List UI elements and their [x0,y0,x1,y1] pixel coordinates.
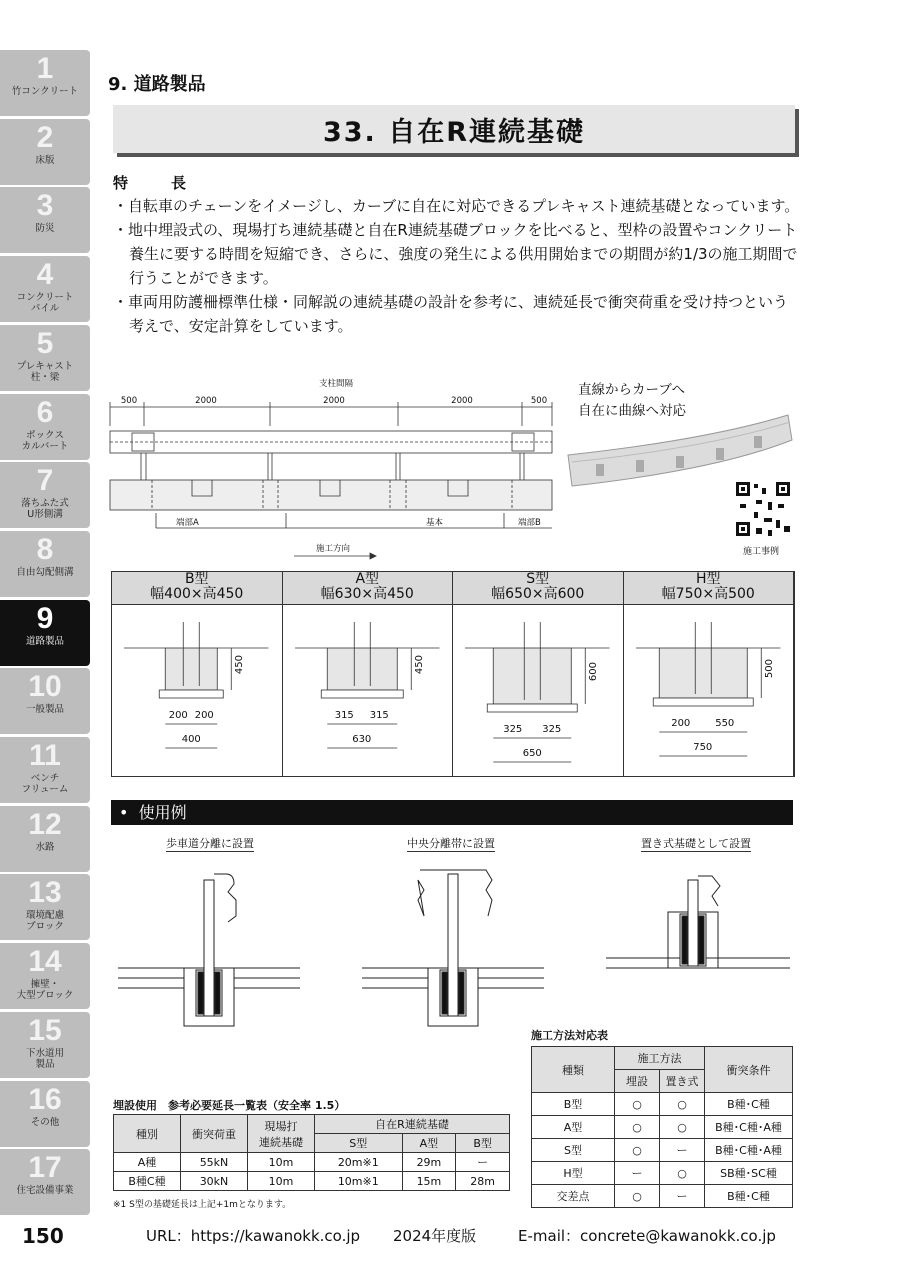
usage-label: 中央分離帯に設置 [407,837,495,850]
type-dims [493,724,571,735]
footer-edition: 2024年度版 [393,1227,477,1245]
table-cell: 28m [456,1172,510,1191]
table-cell: A種 [114,1153,181,1172]
table-cell: ○ [660,1093,705,1116]
type-size: 幅750×高500 [661,586,755,602]
sidebar-tab-3[interactable] [0,187,90,253]
type-name: B型 [184,571,209,587]
type-dims [165,710,217,721]
table-row [532,1139,793,1162]
type-name: S型 [526,571,550,587]
tab-label: ベンチ フリューム [21,773,69,795]
type-height: 450 [234,655,246,675]
table1-subheader: S型 [315,1134,403,1153]
table-cell: ○ [615,1116,660,1139]
qr-code [734,480,792,538]
type-header [453,572,624,605]
dim-label: 2000 [323,396,345,406]
type-header [624,572,795,605]
tab-label: コンクリート パイル [16,292,74,315]
table-cell: A型 [532,1116,615,1139]
sidebar-tab-16[interactable] [0,1081,90,1147]
type-total-width: 400 [181,734,201,745]
basic-label: 基本 [426,518,444,528]
type-total-width: 630 [352,734,372,745]
table-cell: B種･C種 [705,1185,793,1208]
direction-label: 施工方向 [316,544,351,554]
tab-number: 14 [28,945,62,979]
type-name: H型 [695,571,721,587]
table1-subheader: B型 [456,1134,510,1153]
table-cell: 20m※1 [315,1153,403,1172]
qr-caption: 施工事例 [743,547,780,557]
dim-label: 2000 [195,396,217,406]
table-cell: 10m [248,1153,315,1172]
usage-heading: 使用例 [138,803,187,822]
tab-label: 自由勾配側溝 [16,566,74,578]
table-row [114,1172,510,1191]
table-cell: ー [615,1162,660,1185]
type-dim: 200 [168,710,188,721]
usage-drawings [118,860,798,1030]
tab-number: 5 [36,326,54,360]
tab-label: 竹コンクリート [11,86,79,97]
tab-number: 7 [36,464,54,498]
type-header [283,572,454,605]
table-row [532,1162,793,1185]
tab-label: 道路製品 [25,635,64,647]
construction-method-table [531,1046,793,1208]
sidebar-tab-8[interactable] [0,531,90,597]
type-dims [659,718,747,729]
features-heading: 特 長 [113,174,201,192]
photo-caption-line: 直線からカーブへ [578,382,686,398]
table-cell: 30kN [181,1172,248,1191]
sidebar-tab-6[interactable] [0,394,90,460]
sidebar-tab-10[interactable] [0,668,90,734]
plan-drawing [108,376,568,562]
feature-item: ・ 地中埋設式の、現場打ち連続基礎と自在R連続基礎ブロックを比べると、型枠の設置やコンクリート養生に要する時間を短縮でき、さらに、強度の発生による供用開始までの期間が約1/3の施工期間で行うことができます。 [113,218,801,290]
tab-number: 6 [36,395,54,429]
tab-number: 17 [28,1151,62,1185]
required-length-table [113,1114,510,1191]
type-section-drawing [283,604,454,776]
type-dim: 550 [715,718,735,729]
sidebar-tab-13[interactable] [0,874,90,940]
sidebar-tab-15[interactable] [0,1012,90,1078]
tab-number: 3 [36,189,54,223]
feature-item: ・ 車両用防護柵標準仕様・同解説の連続基礎の設計を参考に、連続延長で衝突荷重を受け持つという考えで、安定計算をしています。 [113,290,801,338]
tab-label: 一般製品 [25,704,64,716]
page-number: 150 [22,1224,64,1248]
table-cell: 55kN [181,1153,248,1172]
usage-label: 歩車道分離に設置 [166,837,254,850]
table-cell: ○ [615,1139,660,1162]
table2-header: 施工方法 [615,1047,705,1070]
table-cell: SB種･SC種 [705,1162,793,1185]
sidebar-tab-11[interactable] [0,737,90,803]
table1-header: 自在R連続基礎 [315,1115,510,1134]
table-cell: ○ [660,1162,705,1185]
page-title: 33. 自在R連続基礎 [113,105,795,153]
tab-number: 16 [28,1082,62,1116]
table-row [114,1153,510,1172]
tab-number: 15 [28,1013,62,1047]
tab-label: その他 [30,1116,60,1128]
type-height: 500 [763,659,775,679]
type-height: 600 [588,662,600,682]
type-dim: 315 [369,710,389,721]
photo-caption-line: 自在に曲線へ対応 [578,403,686,419]
dim-label: 2000 [451,396,473,406]
usage-heading-bar: • 使用例 [111,800,793,825]
table-cell: 10m※1 [315,1172,403,1191]
type-section-drawing [624,604,795,776]
table1-header: 種別 [114,1115,181,1153]
type-total-width: 650 [522,748,542,759]
sidebar-tab-17[interactable] [0,1149,90,1215]
type-dims [327,710,397,721]
types-panel [111,571,795,777]
type-dim: 200 [194,710,214,721]
type-dim: 325 [542,724,562,735]
sidebar-tab-9[interactable] [0,600,90,666]
tab-number: 2 [36,120,54,154]
table-cell: B種･C種 [705,1093,793,1116]
table-cell: B種C種 [114,1172,181,1191]
tab-number: 11 [29,739,61,772]
tab-label: ボックス カルバート [21,429,69,452]
sidebar-tab-12[interactable] [0,806,90,872]
table-cell: B種･C種･A種 [705,1116,793,1139]
tab-label: 床版 [35,154,55,166]
table2-title: 施工方法対応表 [531,1029,608,1042]
type-dim: 315 [334,710,354,721]
sidebar-tab-7[interactable] [0,462,90,528]
dim-label: 500 [530,396,548,406]
type-dim: 325 [503,724,523,735]
sidebar-tab-5[interactable] [0,325,90,391]
features-list [113,194,801,338]
sidebar-tab-4[interactable] [0,256,90,322]
end-b-label: 端部B [518,518,541,528]
type-size: 幅650×高600 [491,586,585,602]
table-cell: 10m [248,1172,315,1191]
table-cell: ○ [660,1116,705,1139]
end-a-label: 端部A [176,518,199,528]
footer-email[interactable]: E-mail：concrete@kawanokk.co.jp [518,1227,776,1245]
type-header [112,572,283,605]
type-name: A型 [355,571,380,587]
type-dim: 200 [671,718,691,729]
tab-label: プレキャスト 柱・梁 [16,360,74,383]
sidebar-tab-14[interactable] [0,943,90,1009]
table1-note: ※1 S型の基礎延長は上記+1mとなります。 [113,1200,292,1210]
table-cell: 15m [402,1172,456,1191]
table-cell: 29m [402,1153,456,1172]
tab-number: 13 [28,876,62,910]
table-row [532,1093,793,1116]
curve-photo [566,400,796,490]
table-cell: B種･C種･A種 [705,1139,793,1162]
table-row [532,1185,793,1208]
type-section-drawing [112,604,283,776]
section-title: 9. 道路製品 [108,74,206,95]
table1-title: 埋設使用 参考必要延長一覧表（安全率 1.5） [113,1099,346,1112]
tab-number: 10 [28,670,62,704]
tab-number: 12 [28,807,62,841]
table-cell: ○ [615,1185,660,1208]
feature-item: ・ 自転車のチェーンをイメージし、カーブに自在に対応できるプレキャスト連続基礎となっています。 [113,194,801,218]
table-cell: ー [660,1139,705,1162]
span-label: 支柱間隔 [318,379,354,389]
table-cell: B型 [532,1093,615,1116]
dim-label: 500 [120,396,138,406]
table-row [532,1116,793,1139]
tab-label: 下水道用 製品 [25,1047,64,1070]
table2-subheader: 置き式 [660,1070,705,1093]
tab-label: 落ちふた式 U形側溝 [21,498,69,521]
table2-header: 衝突条件 [705,1047,793,1093]
table1-subheader: A型 [402,1134,456,1153]
table-cell: 交差点 [532,1185,615,1208]
tab-label: 水路 [35,841,55,853]
table2-subheader: 埋設 [615,1070,660,1093]
table-cell: H型 [532,1162,615,1185]
tab-number: 8 [36,532,54,566]
tab-number: 9 [36,601,54,635]
table-cell: S型 [532,1139,615,1162]
table2-header: 種類 [532,1047,615,1093]
table-cell: ー [456,1153,510,1172]
table-cell: ー [660,1185,705,1208]
table1-header: 現場打 連続基礎 [248,1115,315,1153]
footer-url[interactable]: URL：https://kawanokk.co.jp [146,1227,361,1245]
tab-label: 環境配慮 ブロック [25,910,64,933]
usage-label: 置き式基礎として設置 [641,837,751,850]
tab-number: 4 [36,258,54,292]
tab-label: 防災 [35,223,55,235]
type-total-width: 750 [693,742,713,753]
type-size: 幅630×高450 [320,586,414,602]
tab-number: 1 [36,52,54,85]
tab-label: 住宅設備事業 [16,1185,74,1197]
table1-header: 衝突荷重 [181,1115,248,1153]
table-cell: ○ [615,1093,660,1116]
type-size: 幅400×高450 [150,586,244,602]
sidebar-tab-2[interactable] [0,119,90,185]
tab-label: 擁壁・ 大型ブロック [16,979,74,1002]
type-section-drawing [453,604,624,776]
sidebar-tab-1[interactable] [0,50,90,116]
type-height: 450 [413,655,425,675]
